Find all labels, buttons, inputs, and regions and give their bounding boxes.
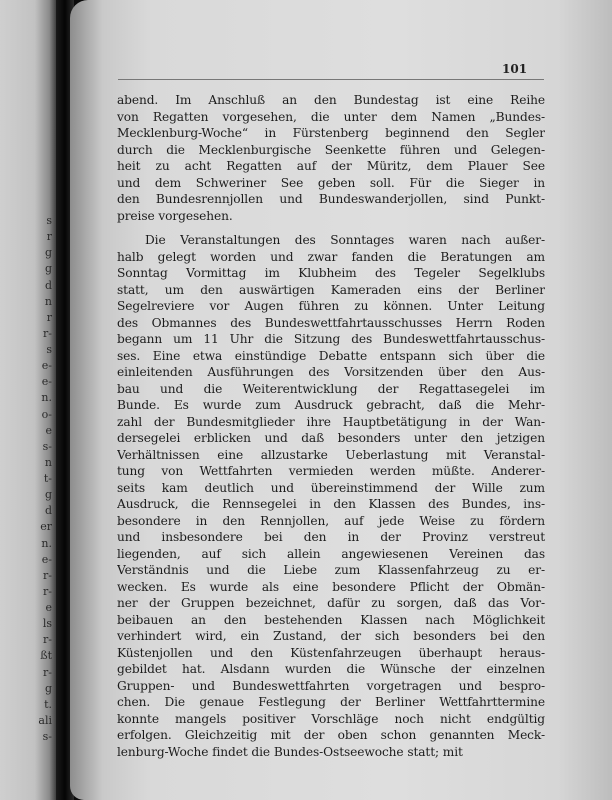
text-line: halb gelegt worden und zwar fanden die Beratungen am (117, 249, 545, 264)
facing-page-text-fragment: r- (43, 585, 52, 598)
facing-page-text-fragment: g (44, 682, 52, 695)
text-line: Küstenjollen und den Küstenfahrzeugen überhaupt heraus- (117, 645, 545, 660)
facing-page-text-fragment: r (46, 311, 52, 324)
text-line: seits kam deutlich und übereinstimmend der Wille zum (117, 480, 545, 495)
facing-page-text-fragment: n (44, 456, 52, 469)
text-line: Ausdruck, die Rennsegelei in den Klassen des Bundes, ins- (117, 497, 545, 511)
facing-page-text-fragment: ali (38, 714, 52, 727)
text-line: tung von Wettfahrten vermieden werden müßte. Anderer- (117, 464, 545, 478)
facing-page-text-fragment: g (44, 262, 52, 275)
facing-page-text-fragment: n. (41, 391, 52, 404)
facing-page-text-fragment: s- (42, 440, 52, 453)
facing-page-text-fragment: e (45, 424, 52, 437)
text-line: und insbesondere bei den in der Provinz verstreut (117, 530, 545, 544)
facing-page-text-fragment: d (44, 279, 52, 292)
facing-page-text-fragment: r- (43, 327, 52, 340)
text-line: und dem Schweriner See geben soll. Für die Sieger in (117, 175, 545, 190)
text-line: begann um 11 Uhr die Sitzung des Bundeswettfahrtausschus- (117, 332, 545, 346)
facing-page-text-fragment: r- (43, 633, 52, 646)
facing-page-text-fragment: ls (42, 617, 52, 630)
facing-page-text-fragment: o- (41, 408, 52, 421)
text-line: chen. Die genaue Festlegung der Berliner Wettfahrttermine (117, 695, 545, 709)
text-line: heit zu acht Regatten auf der Müritz, dem Plauer See (117, 159, 545, 173)
text-line: den Bundesrennjollen und Bundeswanderjollen, sind Punkt- (117, 192, 545, 206)
text-line: Mecklenburg-Woche“ in Fürstenberg beginnend den Segler (117, 126, 545, 140)
facing-page-text-fragment: e (45, 601, 52, 614)
text-line: Die Veranstaltungen des Sonntages waren nach außer- (145, 233, 545, 247)
text-line: wecken. Es wurde als eine besondere Pflicht der Obmän- (117, 579, 545, 594)
facing-page-text-fragment: d (44, 504, 52, 517)
facing-page-text-fragment: g (44, 488, 52, 501)
text-line: einleitenden Ausführungen des Vorsitzenden über den Aus- (117, 365, 545, 379)
text-line: Gruppen- und Bundeswettfahrten vorgetragen und bespro- (117, 678, 545, 693)
facing-page-text-fragment: r- (43, 569, 52, 582)
text-line: erfolgen. Gleichzeitig mit der oben schon genannten Meck- (117, 728, 545, 742)
facing-page-text-fragment: r (46, 230, 52, 243)
text-line: Verständnis und die Liebe zum Klassenfahrzeug zu er- (117, 563, 545, 577)
text-line: zahl der Bundesmitglieder ihre Hauptbetätigung in der Wan- (117, 414, 545, 429)
facing-page-text-fragment: s (46, 343, 52, 356)
text-line: ner der Gruppen bezeichnet, dafür zu sorgen, daß das Vor- (117, 596, 545, 610)
facing-page-text-fragment: g (44, 246, 52, 259)
text-line: durch die Mecklenburgische Seenkette führen und Gelegen- (117, 142, 545, 157)
text-line: liegenden, auf sich allein angewiesenen Vereinen das (117, 546, 545, 561)
facing-page-text-fragment: n. (41, 537, 52, 550)
text-line: verhindert wird, ein Zustand, der sich besonders bei den (117, 629, 545, 643)
text-line: lenburg-Woche findet die Bundes-Ostseewoche statt; mit (117, 744, 463, 759)
facing-page-text-fragment: s (46, 214, 52, 227)
page-body (117, 92, 545, 760)
text-line: preise vorgesehen. (117, 208, 233, 223)
facing-page-text-fragment: n (44, 295, 52, 308)
text-line: ses. Eine etwa einstündige Debatte entspann sich über die (117, 348, 545, 363)
facing-page-text-fragment: e- (41, 553, 52, 566)
text-line: besondere in den Rennjollen, auf jede Weise zu fördern (117, 513, 545, 528)
header-rule (118, 79, 544, 80)
text-line: beibauen an den bestehenden Klassen nach Möglichkeit (117, 612, 545, 627)
text-line: Verhältnissen eine allzustarke Ueberlastung mit Veranstal- (117, 447, 545, 462)
text-line: dersegelei erblicken und daß besonders unter den jetzigen (117, 431, 545, 445)
facing-page-text-fragment: ßt (40, 649, 52, 662)
facing-page-text-fragment: t- (43, 472, 52, 485)
facing-page-text-fragment: s- (42, 730, 52, 743)
facing-page-text-fragment: t. (44, 698, 52, 711)
facing-page-text-fragment: e- (41, 375, 52, 388)
text-line: Sonntag Vormittag im Klubheim des Tegeler Segelklubs (117, 266, 545, 280)
paragraph-2 (117, 232, 545, 760)
text-line: abend. Im Anschluß an den Bundestag ist eine Reihe (117, 93, 545, 107)
text-line: von Regatten vorgesehen, die unter dem Namen „Bundes- (117, 109, 545, 124)
text-line: bau und die Weiterentwicklung der Regattasegelei im (117, 381, 545, 396)
text-line: Segelreviere vor Augen führen zu können. Unter Leitung (117, 299, 545, 313)
facing-page-text-fragment: r- (43, 666, 52, 679)
text-line: Bunde. Es wurde zum Ausdruck gebracht, daß die Mehr- (117, 398, 545, 412)
facing-page-text-fragment: er (40, 520, 52, 533)
text-line: gebildet hat. Alsdann wurden die Wünsche der einzelnen (117, 662, 545, 676)
facing-page-text-fragment: e- (41, 359, 52, 372)
text-line: konnte mangels positiver Vorschläge noch nicht endgültig (117, 711, 545, 726)
facing-page-edge (0, 0, 58, 800)
paragraph-1 (117, 92, 545, 224)
text-line: des Obmannes des Bundeswettfahrtausschusses Herrn Roden (117, 315, 545, 330)
text-line: statt, um den auswärtigen Kameraden eins der Berliner (117, 282, 545, 297)
page-number: 101 (502, 62, 528, 76)
